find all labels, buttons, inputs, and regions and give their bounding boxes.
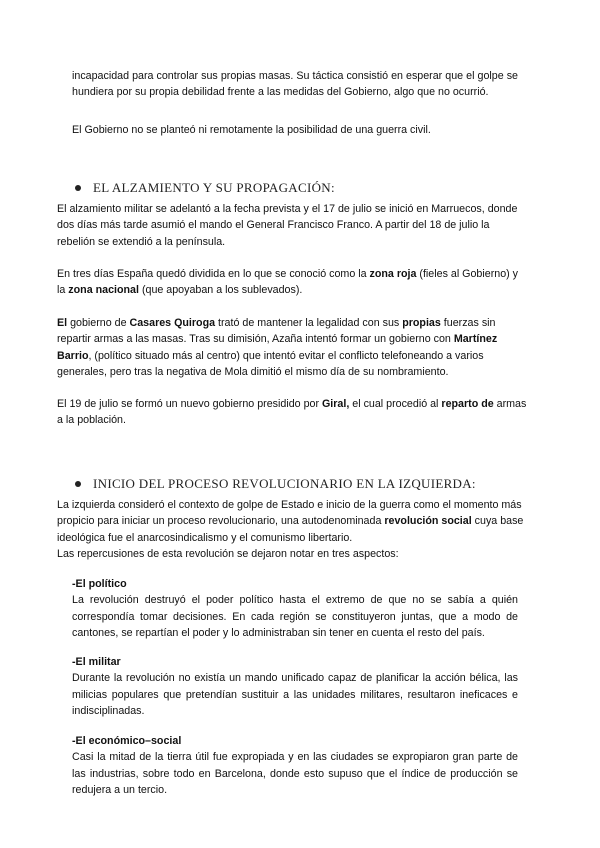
top-paragraph-1: incapacidad para controlar sus propias masas. Su táctica consistió en esperar que el golpe se hundiera por su propia debilidad frente a las medidas del Gobierno, algo que no ocurrió. [72,70,518,99]
aspecto-text: Durante la revolución no existía un mando unificado capaz de planificar la acción bélica, las milicias populares que pretendían sustituir a las unidades militares, resultaron ineficaces e indisciplinadas. [72,672,518,717]
zonas-paragraph: En tres días España quedó dividida en lo que se conoció como la zona roja (fieles al Gobierno) y la zona nacional (que apoyaban a los sublevados). [57,268,519,297]
aspecto-economico [72,733,518,798]
section-heading-text: EL ALZAMIENTO Y SU PROPAGACIÓN: [93,180,335,195]
aspecto-title: -El político [72,578,127,590]
bullet-icon [75,185,81,191]
aspecto-title: -El económico–social [72,735,182,747]
bullet-icon [75,481,81,487]
section-heading-text: INICIO DEL PROCESO REVOLUCIONARIO EN LA IZQUIERDA: [93,476,476,491]
aspecto-militar [72,654,518,719]
gobierno-paragraph: El gobierno de Casares Quiroga trató de mantener la legalidad con sus propias fuerzas sin repartir armas a las masas. Tras su dimisión, Azaña intentó formar un gobierno con Martínez Barrio, (político situado más al centro) que intentó evitar el conflicto telefoneando a varios generales, pero tras la negativa de Mola dimitió el mismo día de su nombramiento. [57,317,498,378]
revolucion-intro: La izquierda consideró el contexto de golpe de Estado e inicio de la guerra como el momento más propicio para iniciar un proceso revolucionario, una autodenominada revolución social cuya base ideológica fue el anarcosindicalismo y el comunismo libertario. Las repercusiones de esta revolución se dejaron notar en tres aspectos: [57,499,524,560]
aspecto-text: Casi la mitad de la tierra útil fue expropiada y en las ciudades se expropiaron gran parte de las industrias, sobre todo en Barcelona, donde esto supuso que el índice de producción se redujera a un tercio. [72,751,518,796]
top-paragraph-2: El Gobierno no se planteó ni remotamente la posibilidad de una guerra civil. [72,124,431,136]
section-heading-alzamiento [75,180,335,196]
section-heading-revolucion [75,476,476,492]
aspecto-politico [72,576,518,641]
giral-paragraph: El 19 de julio se formó un nuevo gobierno presidido por Giral, el cual procedió al reparto de armas a la población. [57,398,527,427]
alzamiento-paragraph: El alzamiento militar se adelantó a la fecha prevista y el 17 de julio se inició en Marruecos, donde dos días más tarde asumió el mando el General Francisco Franco. A partir del 18 de julio la rebelión se extendió a la península. [57,203,518,248]
aspecto-text: La revolución destruyó el poder político hasta el extremo de que no se sabía a quién correspondía tomar decisiones. En cada región se constituyeron juntas, que a modo de cantones, se repartían el poder y lo administraban sin tener en cuenta el resto del país. [72,594,518,639]
aspecto-title: -El militar [72,656,121,668]
